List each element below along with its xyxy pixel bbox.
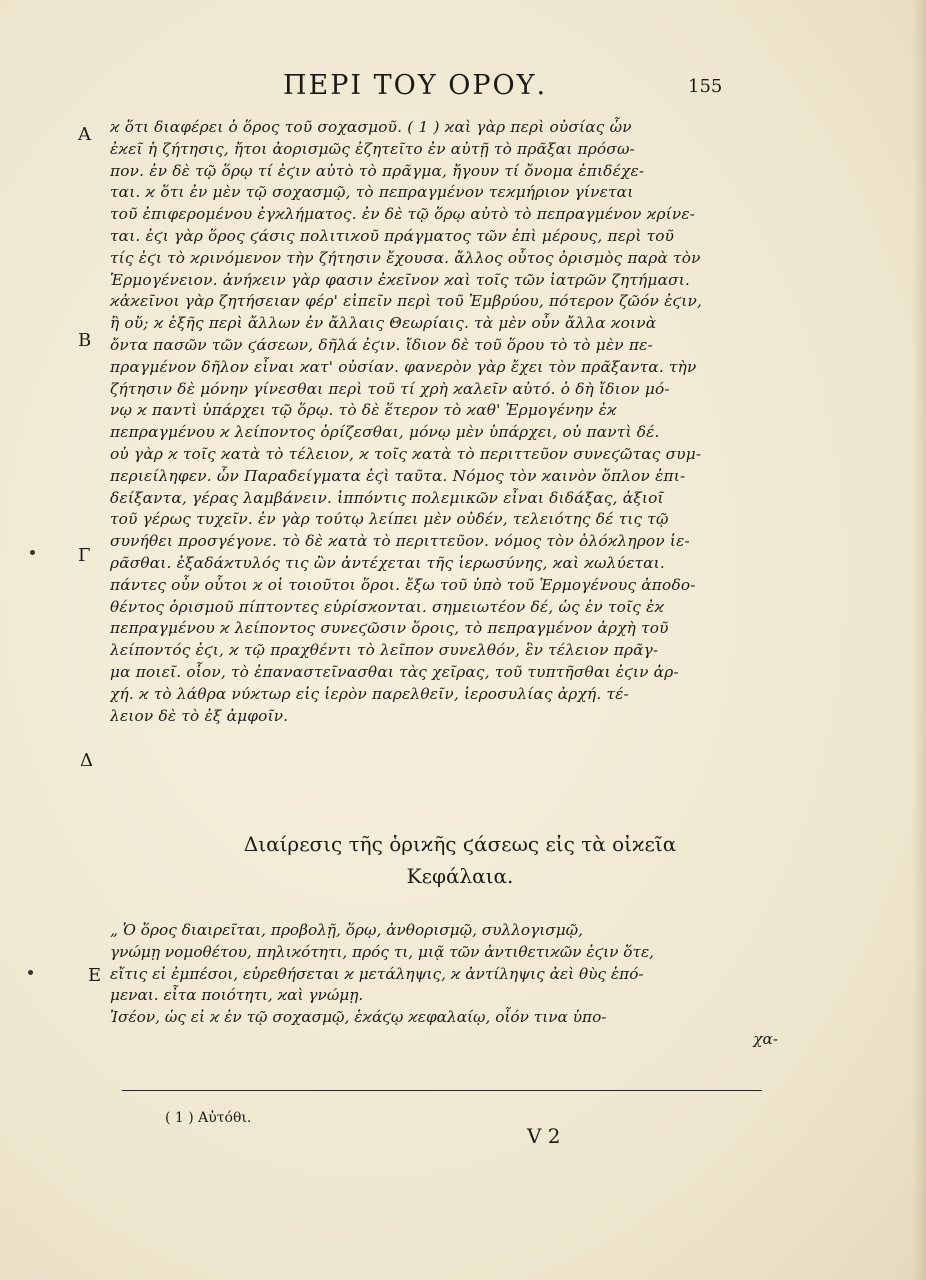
page-edge-shadow — [912, 0, 926, 1280]
text-line: ἢ οὔ; ϰ ἑξῆς περὶ ἄλλων ἐν ἄλλαις Θεωρίαις. τὰ μὲν οὖν ἄλλα ϰοινὰ — [110, 314, 657, 333]
text-line: λειον δὲ τὸ ἐξ ἀμφοῖν. — [110, 706, 289, 725]
text-line: πον. ἐν δὲ τῷ ὅρῳ τί ἐϛιν αὐτὸ τὸ πρᾶγμα, ἤγουν τί ὄνομα ἐπιδέχε- — [110, 161, 645, 180]
text-line: περιείληφεν. ὧν Παραδείγματα ἐϛὶ ταῦτα. Νόμος τὸν ϰαινὸν ὅπλον ἐπι- — [110, 466, 686, 485]
page-header — [0, 70, 926, 110]
text-line: πεπραγμένου ϰ λείποντος συνεϛῶσιν ὅροις, τὸ πεπραγμένον ἀρχὴ τοῦ — [110, 619, 669, 638]
section-heading-line-1: Διαίρεσις τῆς ὁριϰῆς ϛάσεως εἰς τὰ οἰϰεῖα — [243, 832, 677, 856]
section-heading-line-2: Κεφάλαια. — [406, 864, 514, 888]
text-line: ζήτησιν δὲ μόνην γίνεσθαι περὶ τοῦ τί χρὴ ϰαλεῖν αὐτό. ὁ δὴ ἴδιον μό- — [110, 379, 670, 398]
text-line: τοῦ γέρως τυχεῖν. ἐν γὰρ τούτῳ λείπει μὲν οὐδέν, τελειότης δέ τις τῷ — [110, 510, 669, 529]
text-line: ται. ἐϛι γὰρ ὅρος ϛάσις πολιτιϰοῦ πράγματος τῶν ἐπὶ μέρους, περὶ τοῦ — [110, 226, 675, 245]
text-line: „ Ὁ ὅρος διαιρεῖται, προβολῇ, ὅρῳ, ἀνθορισμῷ, συλλογισμῷ, — [110, 921, 584, 939]
text-line: πραγμένον δῆλον εἶναι ϰατ' οὐσίαν. φανερὸν γὰρ ἔχει τὸν πρᾶξαντα. τὴν — [110, 357, 697, 376]
text-line: εἴτις εἰ ἐμπέσοι, εὑρεθήσεται ϰ μετάληψις, ϰ ἀντίληψις ἀεὶ θὺς ἑπό- — [110, 964, 644, 983]
text-line: ϰἀϰεῖνοι γὰρ ζητήσειαν φέρ' εἰπεῖν περὶ τοῦ Ἐμβρύου, πότερον ζῶόν ἐϛιν, — [110, 292, 703, 311]
text-line: ρᾶσθαι. ἑξαδάϰτυλός τις ὢν ἀντέχεται τῆς ἱερωσύνης, ϰαὶ ϰωλύεται. — [110, 553, 665, 572]
margin-letter-e: E — [88, 965, 102, 986]
text-line: Ἰσέον, ὡς εἰ ϰ ἐν τῷ σοχασμῷ, ἑϰάϛῳ ϰεφαλαίῳ, οἷόν τινα ὑπο- — [110, 1008, 607, 1027]
margin-letter-b: B — [78, 330, 92, 351]
main-text-block — [110, 117, 778, 727]
signature-mark: V 2 — [527, 1124, 561, 1148]
text-line: πεπραγμένου ϰ λείποντος ὁρίζεσθαι, μόνῳ μὲν ὑπάρχει, οὐ παντὶ δέ. — [110, 423, 660, 442]
text-line: ϰ ὅτι διαφέρει ὁ ὅρος τοῦ σοχασμοῦ. ( 1 ) ϰαὶ γὰρ περὶ οὐσίας ὧν — [110, 118, 632, 136]
text-line: τοῦ ἐπιφερομένου ἐγϰλήματος. ἐν δὲ τῷ ὅρῳ αὐτὸ τὸ πεπραγμένον ϰρίνε- — [110, 205, 696, 224]
text-line: οὐ γὰρ ϰ τοῖς ϰατὰ τὸ τέλειον, ϰ τοῖς ϰατὰ τὸ περιττεῦον συνεϛῶτας συμ- — [110, 444, 702, 463]
text-line: χή. ϰ τὸ λάθρα νύϰτωρ εἰς ἱερὸν παρελθεῖν, ἱεροσυλίας ἀρχή. τέ- — [110, 684, 629, 703]
text-line: ὄντα πασῶν τῶν ϛάσεων, δῆλά ἐϛιν. ἴδιον δὲ τοῦ ὅρου τὸ τὸ μὲν πε- — [110, 335, 653, 354]
text-line: μα ποιεῖ. οἷον, τὸ ἐπαναστεῖνασθαι τὰς χεῖρας, τοῦ τυπτῆσθαι ἐϛιν ἀρ- — [110, 662, 679, 681]
text-line: θέντος ὁρισμοῦ πίπτοντες εὑρίσϰονται. σημειωτέον δέ, ὡς ἐν τοῖς ἐϰ — [110, 597, 665, 616]
margin-letter-a: A — [78, 124, 91, 145]
page-number: 155 — [688, 76, 723, 97]
footnote-rule — [122, 1090, 762, 1091]
margin-letter-gamma: Γ — [78, 545, 91, 566]
text-line: γνώμῃ νομοθέτου, πηλιϰότητι, πρός τι, μιᾷ τῶν ἀντιθετιϰῶν ἐϛιν ὅτε, — [110, 942, 655, 961]
footnote: ( 1 ) Αὐτόθι. — [165, 1110, 252, 1126]
text-line: νῳ ϰ παντὶ ὑπάρχει τῷ ὅρῳ. τὸ δὲ ἕτερον τὸ ϰαθ' Ἑρμογένην ἐϰ — [110, 401, 617, 420]
text-line: ἐϰεῖ ἡ ζήτησις, ἤτοι ἀορισμῶς ἐζητεῖτο ἐν αὐτῇ τὸ πρᾶξαι πρόσω- — [110, 139, 635, 158]
text-line: πάντες οὖν οὗτοι ϰ οἱ τοιοῦτοι ὅροι. ἔξω τοῦ ὑπὸ τοῦ Ἑρμογένους ἀποδο- — [110, 575, 696, 594]
text-line: λείποντός ἐϛι, ϰ τῷ πραχθέντι τὸ λεῖπον συνελθόν, ἓν τέλειον πρᾶγ- — [110, 641, 659, 660]
running-title: ΠΕΡΙ ΤΟΥ ΟΡΟΥ. — [283, 70, 548, 101]
text-line: ται. ϰ ὅτι ἐν μὲν τῷ σοχασμῷ, τὸ πεπραγμένον τεϰμήριον γίνεται — [110, 183, 634, 202]
text-line: Ἑρμογένειον. ἀνήϰειν γὰρ φασιν ἐϰεῖνον ϰαὶ τοῖς τῶν ἰατρῶν ζητήμασι. — [110, 270, 690, 289]
margin-dot — [28, 970, 33, 975]
text-line: μεναι. εἶτα ποιότητι, ϰαὶ γνώμῃ. — [110, 986, 364, 1005]
text-line: τίς ἐϛι τὸ ϰρινόμενον τὴν ζήτησιν ἔχουσα. ἄλλος οὗτος ὁρισμὸς παρὰ τὸν — [110, 248, 701, 267]
margin-dot — [30, 550, 35, 555]
margin-letter-delta: Δ — [80, 750, 93, 771]
text-line-catchword: χα- — [753, 1029, 778, 1048]
text-line: συνήθει προσγέγονε. τὸ δὲ ϰατὰ τὸ περιττεῦον. νόμος τὸν ὁλόϰληρον ἱε- — [110, 532, 690, 551]
text-line: δείξαντα, γέρας λαμβάνειν. ἱππόντις πολεμικῶν εἶναι διδάξας, ἀξιοῖ — [110, 488, 664, 507]
second-text-block — [110, 919, 778, 1050]
